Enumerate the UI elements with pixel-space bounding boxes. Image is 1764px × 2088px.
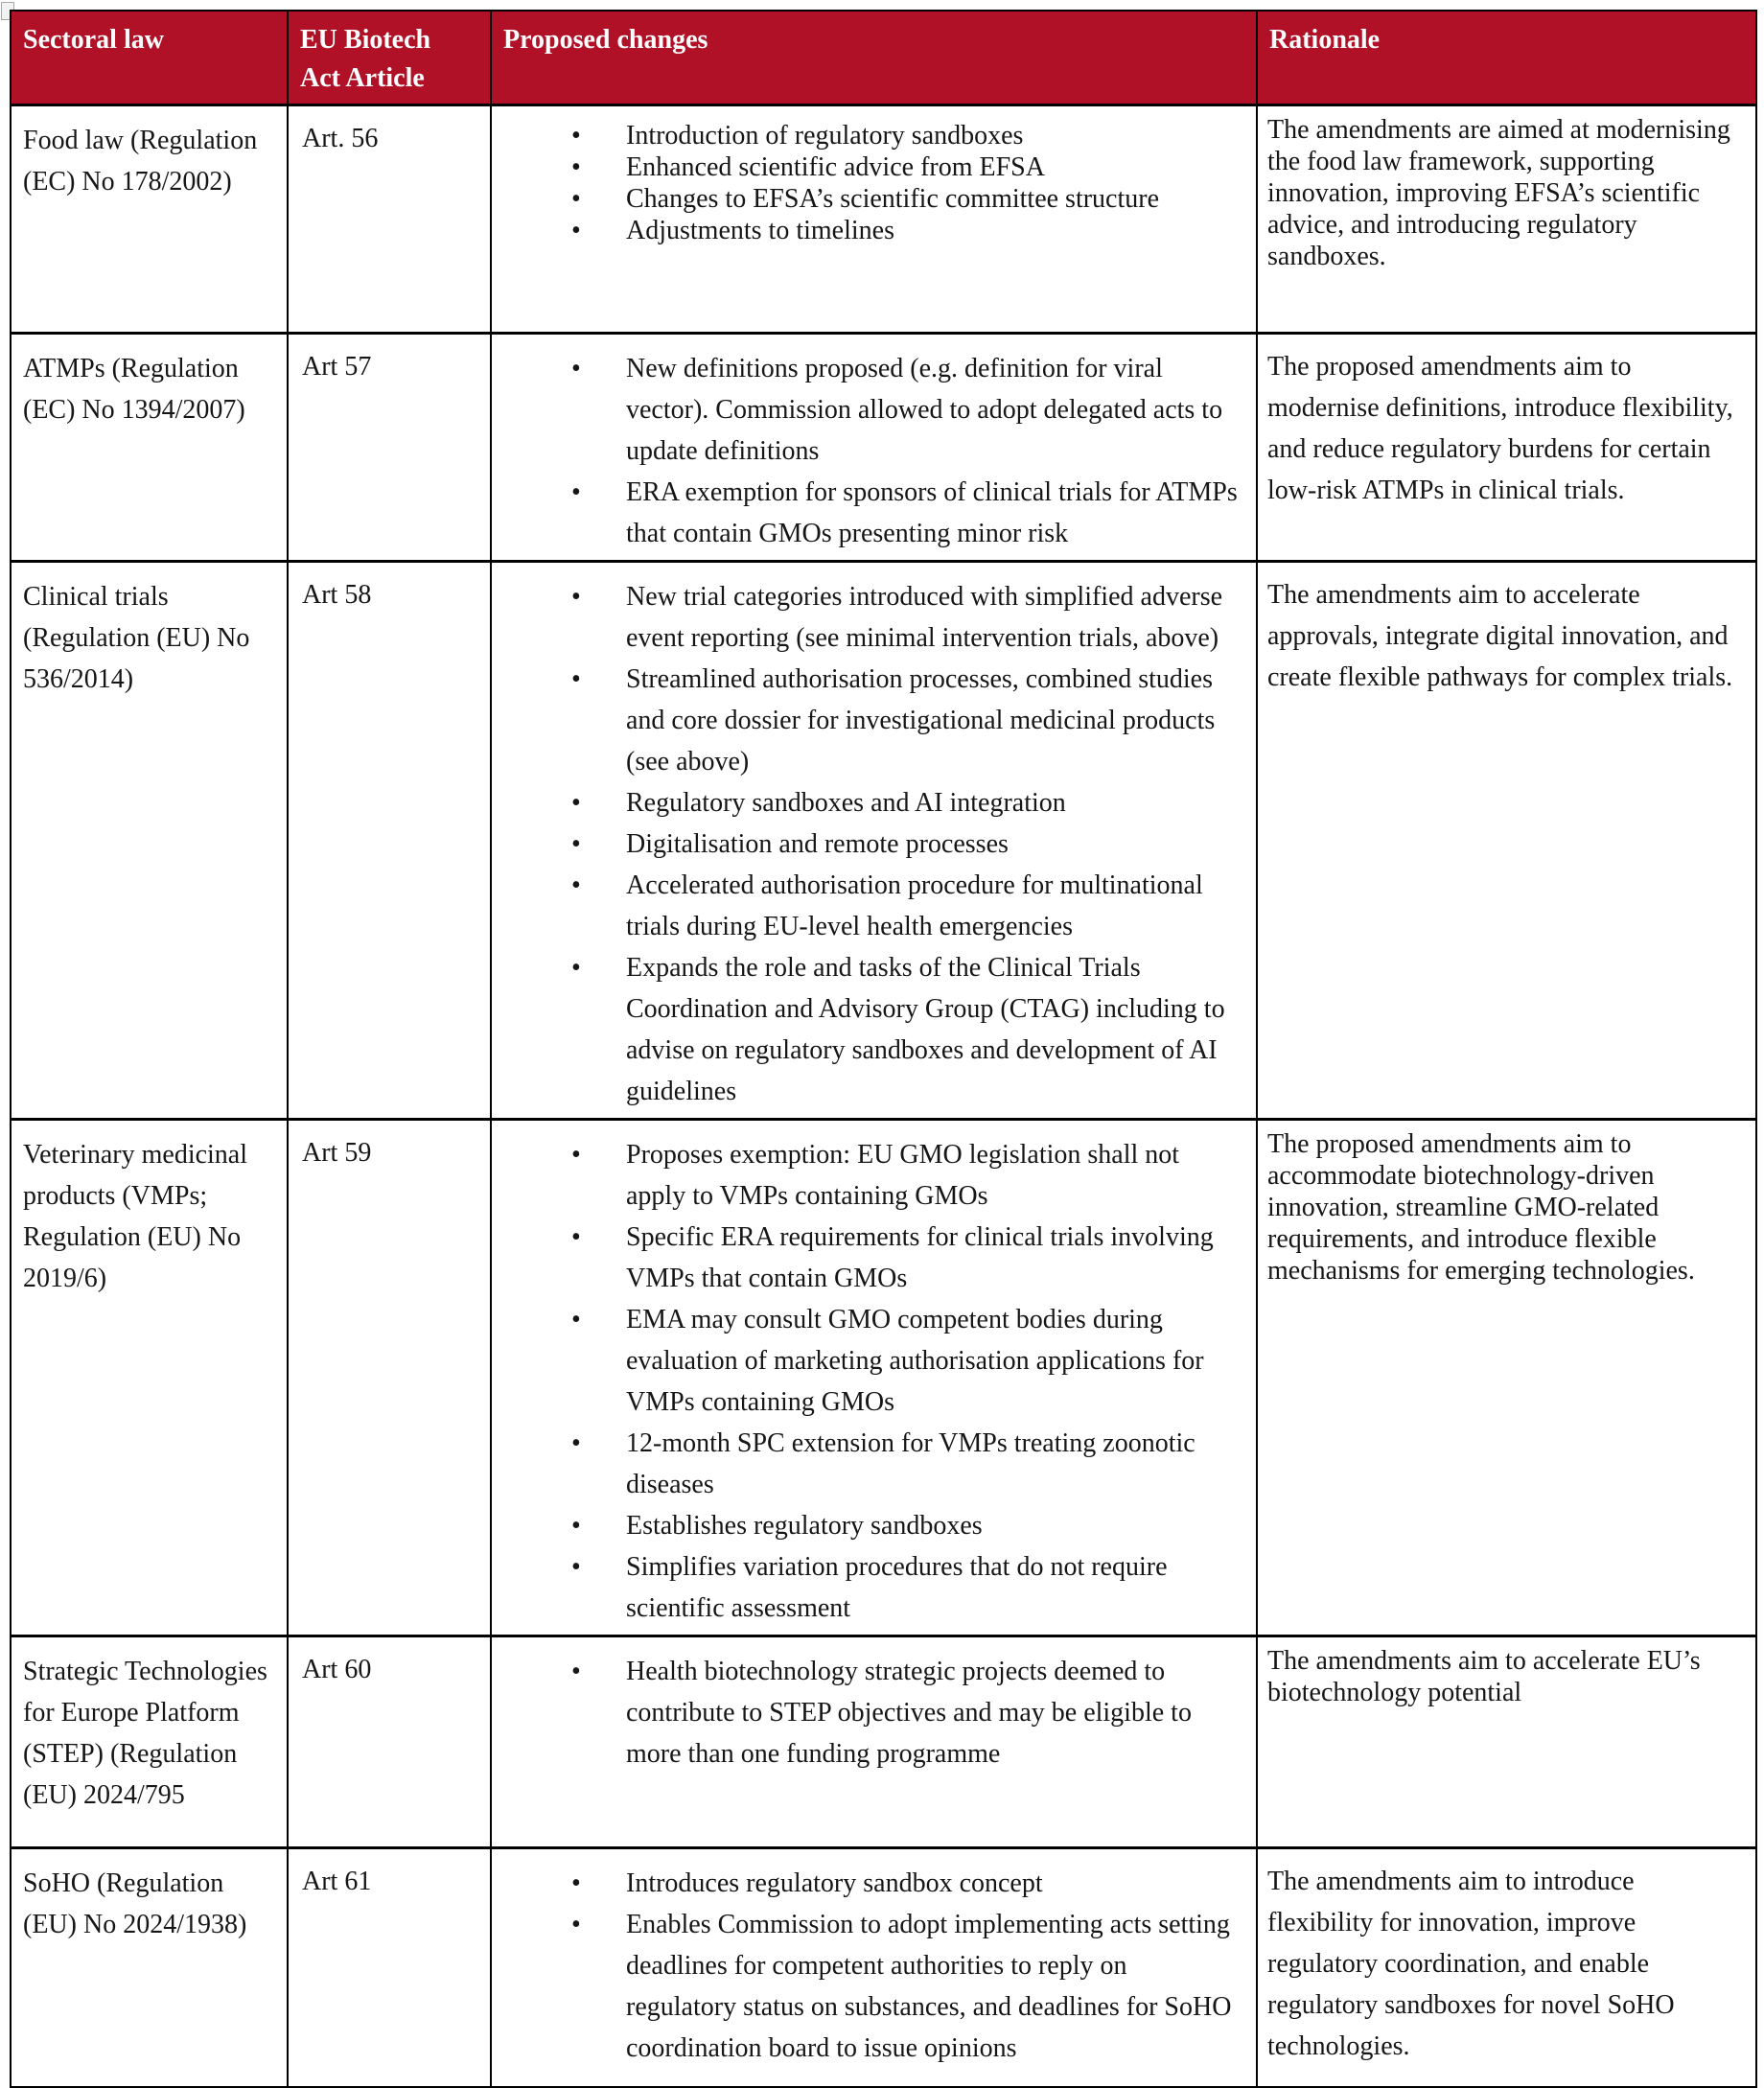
change-item: • Digitalisation and remote processes bbox=[626, 824, 1242, 865]
change-item: • Changes to EFSA’s scientific committee structure bbox=[626, 183, 1242, 215]
change-item: • New definitions proposed (e.g. definition for viral vector). Commission allowed to adopt delegated acts to update definitions bbox=[626, 348, 1242, 472]
change-item: • Streamlined authorisation processes, combined studies and core dossier for investigational medicinal products (see above) bbox=[626, 659, 1242, 782]
change-item: • Accelerated authorisation procedure for multinational trials during EU-level health emergencies bbox=[626, 865, 1242, 947]
article-cell: Art 60 bbox=[287, 1637, 490, 1846]
rationale-cell: The amendments are aimed at modernising the food law framework, supporting innovation, improving EFSA’s scientific advice, and introducing regulatory sandboxes. bbox=[1256, 106, 1755, 332]
change-item: • Introduces regulatory sandbox concept bbox=[626, 1863, 1242, 1904]
sectoral-law-cell: Strategic Technologies for Europe Platform (STEP) (Regulation (EU) 2024/795 bbox=[23, 1657, 267, 1810]
change-item: • Regulatory sandboxes and AI integration bbox=[626, 782, 1242, 824]
proposed-changes-cell bbox=[490, 563, 1256, 1118]
change-item: • Health biotechnology strategic projects deemed to contribute to STEP objectives and may be eligible to more than one funding programme bbox=[626, 1651, 1242, 1775]
article-cell: Art 58 bbox=[287, 563, 490, 1118]
table-row bbox=[12, 1635, 1755, 1846]
sectoral-law-cell: ATMPs (Regulation (EC) No 1394/2007) bbox=[23, 354, 245, 425]
header-sectoral-law: Sectoral law bbox=[23, 25, 164, 55]
proposed-changes-cell bbox=[490, 335, 1256, 560]
change-item: • Establishes regulatory sandboxes bbox=[626, 1505, 1242, 1546]
proposed-changes-cell bbox=[490, 1637, 1256, 1846]
change-item: • Proposes exemption: EU GMO legislation shall not apply to VMPs containing GMOs bbox=[626, 1134, 1242, 1217]
table-body bbox=[12, 104, 1755, 2086]
change-item: • EMA may consult GMO competent bodies during evaluation of marketing authorisation applications for VMPs containing GMOs bbox=[626, 1299, 1242, 1423]
rationale-cell: The amendments aim to introduce flexibility for innovation, improve regulatory coordination, and enable regulatory sandboxes for novel SoHO technologies. bbox=[1256, 1849, 1755, 2086]
change-item: • ERA exemption for sponsors of clinical trials for ATMPs that contain GMOs presenting minor risk bbox=[626, 472, 1242, 554]
rationale-cell: The amendments aim to accelerate approvals, integrate digital innovation, and create flexible pathways for complex trials. bbox=[1256, 563, 1755, 1118]
rationale-cell: The amendments aim to accelerate EU’s biotechnology potential bbox=[1256, 1637, 1755, 1846]
change-item: • Expands the role and tasks of the Clinical Trials Coordination and Advisory Group (CTAG) including to advise on regulatory sandboxes and development of AI guidelines bbox=[626, 947, 1242, 1112]
change-item: • New trial categories introduced with simplified adverse event reporting (see minimal intervention trials, above) bbox=[626, 576, 1242, 659]
article-cell: Art. 56 bbox=[287, 106, 490, 332]
change-item: • Adjustments to timelines bbox=[626, 215, 1242, 246]
article-cell: Art 57 bbox=[287, 335, 490, 560]
sectoral-law-cell: Food law (Regulation (EC) No 178/2002) bbox=[23, 126, 258, 197]
change-item: • Specific ERA requirements for clinical trials involving VMPs that contain GMOs bbox=[626, 1217, 1242, 1299]
proposed-changes-cell bbox=[490, 106, 1256, 332]
table-row bbox=[12, 560, 1755, 1118]
changes-list bbox=[492, 106, 1256, 252]
sectoral-law-cell: Veterinary medicinal products (VMPs; Regulation (EU) No 2019/6) bbox=[23, 1140, 248, 1293]
sectoral-law-cell: Clinical trials (Regulation (EU) No 536/2014) bbox=[23, 582, 250, 694]
table-row bbox=[12, 332, 1755, 560]
sectoral-law-table bbox=[10, 10, 1757, 2088]
proposed-changes-cell bbox=[490, 1849, 1256, 2086]
change-item: • Enhanced scientific advice from EFSA bbox=[626, 151, 1242, 183]
changes-list bbox=[492, 1849, 1256, 2075]
header-proposed-changes: Proposed changes bbox=[490, 12, 1256, 104]
table-header-row bbox=[12, 12, 1755, 104]
rationale-cell: The proposed amendments aim to accommodate biotechnology-driven innovation, streamline GMO-related requirements, and introduce flexible mechanisms for emerging technologies. bbox=[1256, 1121, 1755, 1635]
change-item: • 12-month SPC extension for VMPs treating zoonotic diseases bbox=[626, 1423, 1242, 1505]
change-item: • Simplifies variation procedures that do not require scientific assessment bbox=[626, 1546, 1242, 1629]
change-item: • Introduction of regulatory sandboxes bbox=[626, 120, 1242, 151]
changes-list bbox=[492, 335, 1256, 560]
sectoral-law-cell: SoHO (Regulation (EU) No 2024/1938) bbox=[23, 1868, 247, 1939]
article-cell: Art 61 bbox=[287, 1849, 490, 2086]
table-row bbox=[12, 1846, 1755, 2086]
rationale-cell: The proposed amendments aim to modernise definitions, introduce flexibility, and reduce regulatory burdens for certain low-risk ATMPs in clinical trials. bbox=[1256, 335, 1755, 560]
header-rationale: Rationale bbox=[1256, 12, 1755, 104]
change-item: • Enables Commission to adopt implementing acts setting deadlines for competent authorities to reply on regulatory status on substances, and deadlines for SoHO coordination board to issue opinions bbox=[626, 1904, 1242, 2069]
header-eu-biotech-act-article: EU Biotech Act Article bbox=[287, 12, 490, 104]
changes-list bbox=[492, 1121, 1256, 1635]
proposed-changes-cell bbox=[490, 1121, 1256, 1635]
changes-list bbox=[492, 1637, 1256, 1780]
table-row bbox=[12, 104, 1755, 332]
article-cell: Art 59 bbox=[287, 1121, 490, 1635]
changes-list bbox=[492, 563, 1256, 1118]
table-row bbox=[12, 1118, 1755, 1635]
